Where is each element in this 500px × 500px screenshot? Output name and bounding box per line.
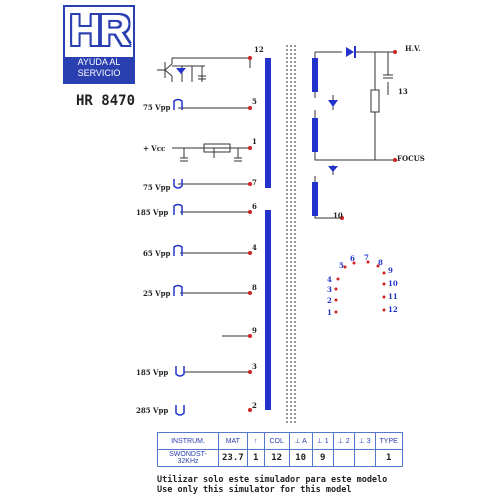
pinout-label-4: 4	[327, 275, 332, 284]
spec-value-row	[158, 450, 403, 467]
label-75vpp-bottom: 75 Vpp	[143, 183, 171, 192]
pinout-dot-11	[383, 296, 386, 299]
header-instrum: INSTRUM.	[158, 433, 219, 450]
wire-hv-stack	[315, 52, 395, 218]
pinout-diagram	[327, 253, 398, 317]
model-number: HR 8470	[76, 93, 136, 109]
pinout-label-9: 9	[388, 266, 393, 275]
value-gnd-a: 10	[289, 450, 312, 467]
value-instrum: SWONDST-32KHz	[158, 450, 219, 467]
pin-dot-12	[248, 56, 252, 60]
capacitor-13	[383, 75, 393, 78]
logo-mark: HR	[69, 6, 129, 55]
pin-number-13: 13	[398, 87, 408, 96]
pinout-dot-3	[335, 288, 338, 291]
note-spanish: Utilizar solo este simulador para este modelo	[157, 475, 388, 485]
pinout-label-11: 11	[388, 292, 398, 301]
pin-number-8: 8	[252, 283, 257, 292]
header-gnd-1: ⊥ 1	[312, 433, 333, 450]
label-75vpp-top: 75 Vpp	[143, 103, 171, 112]
pulse-icon-185-top	[174, 205, 182, 216]
pin-number-3: 3	[252, 362, 257, 371]
value-gnd-3	[354, 450, 375, 467]
header-arrow: ↑	[247, 433, 264, 450]
label-vcc: + Vcc	[143, 144, 166, 153]
header-col: COL	[264, 433, 289, 450]
pin-number-12: 12	[254, 45, 264, 54]
pinout-dot-10	[383, 283, 386, 286]
header-mat: MAT	[219, 433, 248, 450]
pinout-dot-9	[383, 272, 386, 275]
winding-primary	[265, 58, 271, 188]
header-gnd-2: ⊥ 2	[333, 433, 354, 450]
pulse-icon-285	[176, 405, 184, 415]
winding-secondary	[265, 210, 271, 410]
pinout-label-8: 8	[378, 258, 383, 267]
value-gnd-2	[333, 450, 354, 467]
pinout-dot-2	[335, 299, 338, 302]
pin-number-1: 1	[252, 137, 257, 146]
value-mat: 23.7	[219, 450, 248, 467]
note-english: Use only this simulator for this model	[157, 485, 352, 495]
pin-number-6: 6	[252, 202, 257, 211]
header-gnd-3: ⊥ 3	[354, 433, 375, 450]
spec-table	[157, 432, 403, 467]
pulse-icon-25	[174, 286, 182, 297]
wire-focus	[375, 52, 388, 160]
pin-number-2: 2	[252, 401, 257, 410]
label-185vpp-top: 185 Vpp	[136, 208, 169, 217]
stack-diode-2	[328, 166, 338, 172]
value-gnd-1: 9	[312, 450, 333, 467]
hv-diode	[346, 47, 354, 57]
pinout-label-12: 12	[388, 305, 398, 314]
pinout-label-10: 10	[388, 279, 398, 288]
pinout-dot-12	[383, 309, 386, 312]
label-185vpp-bottom: 185 Vpp	[136, 368, 169, 377]
pinout-dot-1	[335, 311, 338, 314]
pin-dot-1	[248, 146, 252, 150]
pinout-label-3: 3	[327, 285, 332, 294]
vcc-capacitors	[180, 148, 242, 161]
header-gnd-a: ⊥ A	[289, 433, 312, 450]
pinout-dot-4	[337, 278, 340, 281]
pin-dot-5	[248, 106, 252, 110]
pin-number-7: 7	[252, 178, 257, 187]
pin-number-4: 4	[252, 243, 257, 252]
pin-number-9: 9	[252, 326, 257, 335]
transistor	[157, 58, 172, 82]
value-col: 12	[264, 450, 289, 467]
hv-winding-1	[312, 58, 318, 92]
pinout-dot-5	[344, 266, 347, 269]
pinout-label-5: 5	[339, 261, 344, 270]
header-type: TYPE	[375, 433, 402, 450]
label-25vpp: 25 Vpp	[143, 289, 171, 298]
label-hv: H.V.	[405, 44, 421, 53]
logo-line2: SERVICIO	[77, 68, 121, 78]
hv-terminal-dot	[393, 50, 397, 54]
label-65vpp: 65 Vpp	[143, 249, 171, 258]
pinout-label-2: 2	[327, 296, 332, 305]
logo-line1: AYUDA AL	[77, 57, 121, 67]
hv-winding-2	[312, 118, 318, 152]
pinout-label-1: 1	[327, 308, 332, 317]
label-focus: FOCUS	[397, 154, 425, 163]
focus-resistor	[371, 90, 379, 112]
value-type: 1	[375, 450, 402, 467]
value-arrow: 1	[247, 450, 264, 467]
spec-header-row	[158, 433, 403, 450]
pin-number-10: 10	[333, 211, 343, 220]
pinout-label-7: 7	[364, 253, 369, 262]
pulse-icon-185-bottom	[176, 366, 184, 376]
damper-diode	[176, 68, 186, 74]
label-285vpp: 285 Vpp	[136, 406, 169, 415]
pinout-label-6: 6	[350, 254, 355, 263]
stack-diode-1	[328, 100, 338, 107]
hv-winding-3	[312, 182, 318, 216]
pulse-icon-65	[174, 246, 182, 257]
pin-number-5: 5	[252, 97, 257, 106]
